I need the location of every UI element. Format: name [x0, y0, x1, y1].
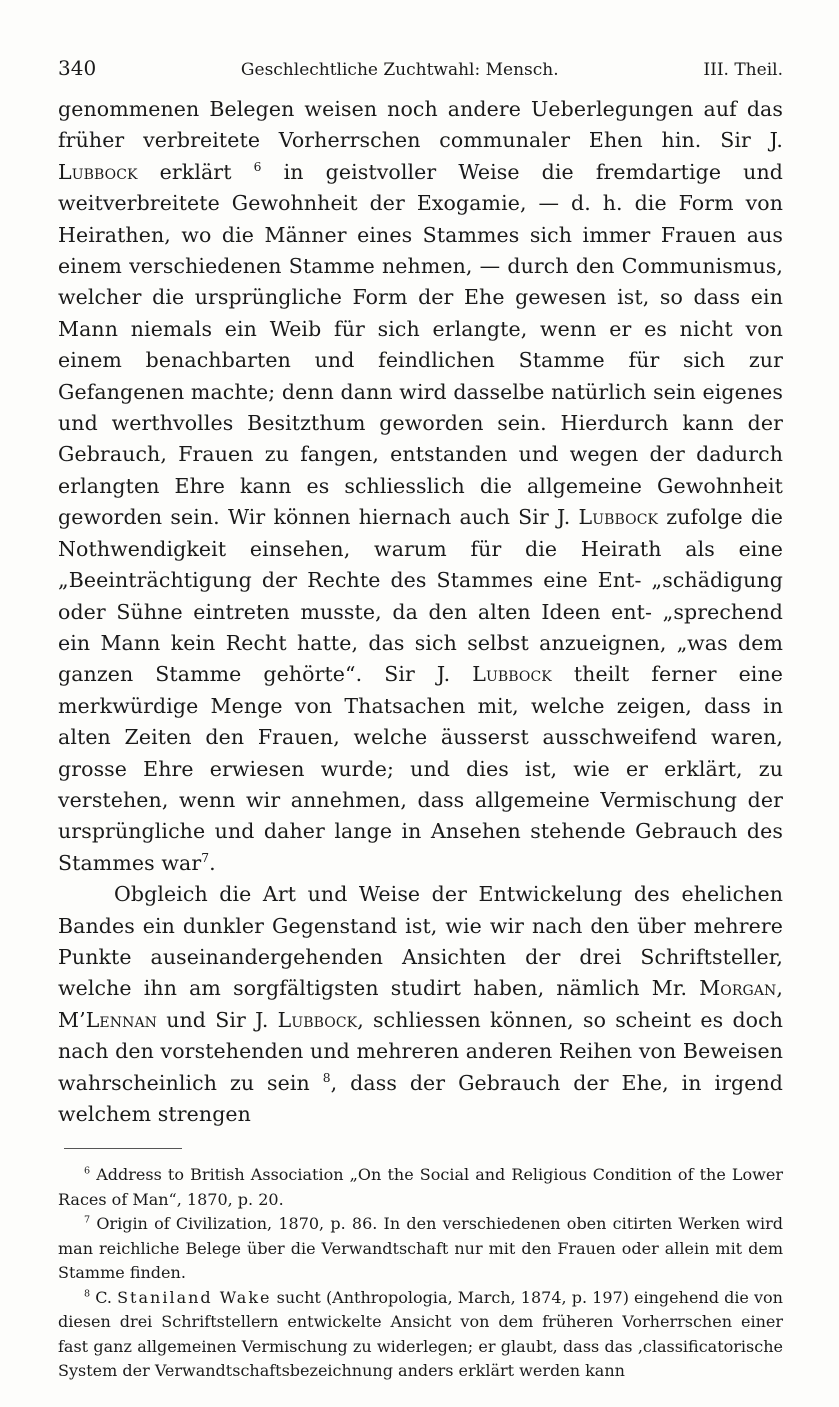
text-run: theilt ferner eine merkwürdige Menge von Thatsachen mit, welche zeigen, dass in alten Zeiten den Frauen, welche äusserst ausschweifend waren, grosse Ehre erwiesen wurde; und dies ist, wie er erklärt, zu verstehen, wenn wir annehmen, dass allgemeine Vermischung der ursprüngliche und daher lange in Ansehen stehende Gebrauch des Stammes war	[58, 662, 783, 875]
body-text	[58, 94, 783, 1130]
text-run: , schliessen können, so scheint es doch nach den vorstehenden und mehreren anderen Reihen von Beweisen wahrscheinlich zu sein	[58, 1007, 783, 1095]
page-number: 340	[58, 56, 97, 80]
footnote-marker: 6	[253, 159, 262, 174]
footnote-marker: 8	[322, 1070, 331, 1085]
footnote-marker: 8	[84, 1288, 91, 1300]
paragraph	[58, 94, 783, 879]
text-run: genommenen Belegen weisen noch andere Ueberlegungen auf das früher verbreitete Vorherrschen communaler Ehen hin. Sir J.	[58, 97, 783, 153]
text-run: ,	[776, 976, 783, 1001]
author-name: Lubbock	[472, 662, 552, 687]
footnote	[58, 1212, 783, 1286]
author-name: M’Lennan	[58, 1007, 158, 1032]
text-run: in geistvoller Weise die fremdartige und weitverbreitete Gewohnheit der Exogamie, — d. h. die Form von Heirathen, wo die Männer eines Stammes sich immer Frauen aus einem verschiedenen Stamme nehmen, — durch den Communismus, welcher die ursprüngliche Form der Ehe gewesen ist, so dass ein Mann niemals ein Weib für sich erlangte, wenn er es nicht von einem benachbarten und feindlichen Stamme für sich zur Gefangenen machte; denn dann wird dasselbe natürlich sein eigenes und werthvolles Besitzthum geworden sein. Hierdurch kann der Gebrauch, Frauen zu fangen, entstanden und wegen der dadurch erlangten Ehre kann es schliesslich die allgemeine Gewohnheit geworden sein. Wir können hiernach auch Sir J.	[58, 159, 784, 530]
running-header	[58, 56, 783, 92]
footnote-marker: 7	[201, 850, 210, 865]
text-run: Origin of Civilization, 1870, p. 86. In den verschiedenen oben citirten Werken wird man reichliche Belege über die Verwandtschaft nur mit den Frauen oder allein mit dem Stamme finden.	[58, 1214, 783, 1283]
footnote-marker: 6	[84, 1166, 91, 1178]
text-run: und Sir J.	[157, 1007, 278, 1032]
running-title: Geschlechtliche Zuchtwahl: Mensch.	[240, 60, 559, 80]
text-run: .	[209, 850, 216, 875]
paragraph	[58, 879, 783, 1130]
footnote	[58, 1286, 783, 1384]
footnote-divider	[64, 1148, 182, 1149]
footnote	[58, 1163, 783, 1212]
author-name: Lubbock	[58, 159, 138, 184]
text-run: zufolge die Nothwendigkeit einsehen, warum für die Heirath als eine „Beeinträchtigung der Rechte des Stammes eine Ent- „schädigung oder Sühne eintreten musste, da den alten Ideen ent- „sprechend ein Mann kein Recht hatte, das sich selbst anzueignen, „was dem ganzen Stamme gehörte“. Sir J.	[58, 505, 783, 687]
text-run: Obgleich die Art und Weise der Entwickelung des ehelichen Bandes ein dunkler Gegenstand ist, wie wir nach den über mehrere Punkte auseinandergehenden Ansichten der drei Schriftsteller, welche ihn am sorgfältigsten studirt haben, nämlich Mr.	[58, 882, 783, 1001]
text-run: erklärt	[137, 159, 254, 184]
text-run: sucht (Anthropologia, March, 1874, p. 197) eingehend die von diesen drei Schriftstellern entwickelte Ansicht von dem früheren Vorherrschen einer fast ganz allgemeinen Vermischung zu widerlegen; er glaubt, dass das ‚classificatorische System der Verwandtschaftsbezeichnung anders erklärt werden kann	[58, 1287, 783, 1381]
author-name: Morgan	[699, 976, 777, 1001]
footnote-marker: 7	[84, 1215, 91, 1227]
text-run: C.	[90, 1287, 118, 1307]
author-name: Lubbock	[578, 505, 659, 530]
text-run: Address to British Association „On the Social and Religious Condition of the Lower Races of Man“, 1870, p. 20.	[58, 1165, 783, 1209]
part-label: III. Theil.	[703, 60, 783, 80]
book-page	[58, 56, 783, 1384]
footnotes	[58, 1163, 783, 1384]
text-run: , dass der Gebrauch der Ehe, in irgend welchem strengen	[58, 1070, 783, 1126]
author-name: Lubbock	[277, 1007, 358, 1032]
text-run: Staniland Wake	[117, 1287, 272, 1307]
